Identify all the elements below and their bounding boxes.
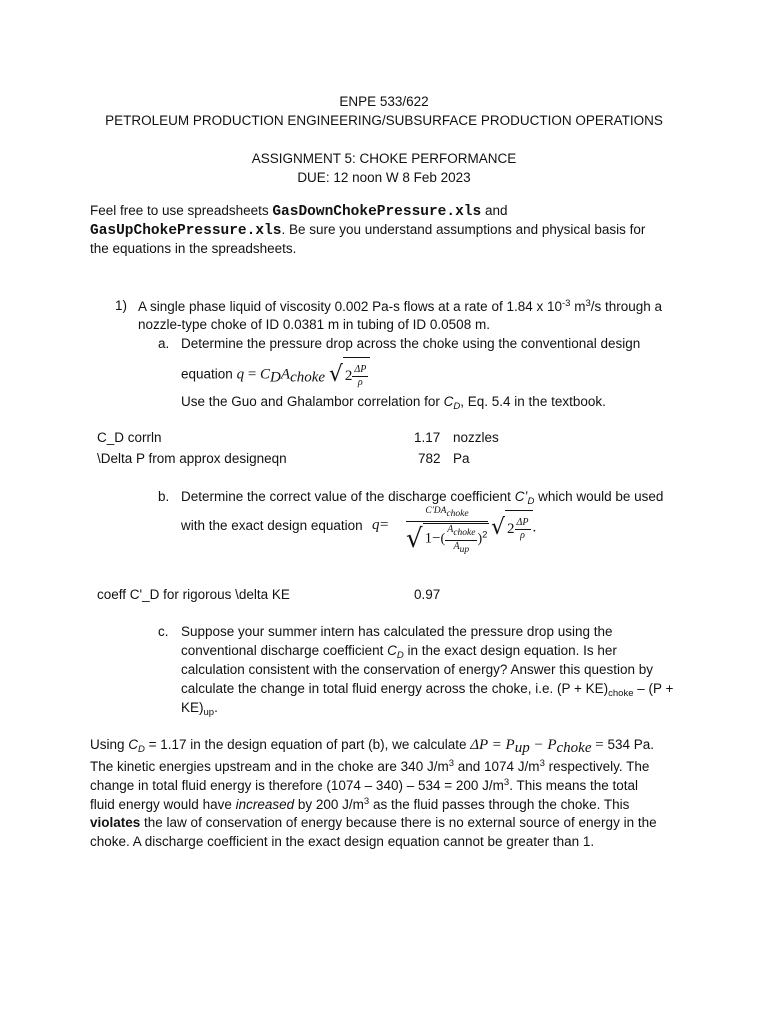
equation-symbol: = bbox=[380, 517, 389, 533]
part-text: C bbox=[443, 394, 454, 409]
answer-line-2 bbox=[90, 758, 649, 774]
equation-fraction bbox=[352, 365, 368, 388]
part-c-line-4 bbox=[181, 681, 673, 699]
intro-text: and bbox=[481, 203, 508, 218]
result-value: 0.97 bbox=[414, 587, 441, 602]
paren-open: ( bbox=[440, 531, 446, 547]
equation-symbol: A bbox=[453, 540, 460, 552]
part-a-line-1: Determine the pressure drop across the choke using the conventional design bbox=[181, 336, 641, 351]
equation-symbol: = bbox=[591, 737, 604, 753]
equation-subscript: choke bbox=[446, 509, 469, 519]
equation-fraction bbox=[515, 518, 531, 541]
answer-text: change in total fluid energy is therefore (1074 – 340) – 534 = 200 J/m bbox=[90, 778, 504, 793]
part-text: Use the Guo and Ghalambor correlation for bbox=[181, 394, 444, 409]
answer-text: fluid energy would have bbox=[90, 797, 236, 812]
area-ratio bbox=[445, 525, 477, 555]
subscript: choke bbox=[608, 688, 634, 699]
equation-symbol: C bbox=[260, 366, 271, 383]
sqrt-symbol: √ bbox=[328, 362, 343, 387]
part-text: conventional discharge coefficient bbox=[181, 643, 388, 658]
sqrt-term bbox=[491, 510, 536, 544]
answer-line-6: choke. A discharge coefficient in the exact design equation cannot be greater than 1. bbox=[90, 834, 595, 849]
answer-text: The kinetic energies upstream and in the choke are 340 J/m bbox=[90, 759, 449, 774]
fraction-numerator bbox=[406, 506, 488, 522]
equation-symbol: = bbox=[244, 366, 261, 383]
spreadsheet-filename: GasUpChokePressure.xls bbox=[90, 223, 282, 239]
question-number: 1) bbox=[115, 298, 128, 313]
equation-text: with the exact design equation bbox=[181, 518, 363, 533]
fraction-denominator: ρ bbox=[520, 529, 525, 541]
subscript: D bbox=[138, 744, 145, 755]
part-a-equation bbox=[181, 357, 370, 391]
answer-text: C bbox=[128, 737, 139, 752]
question-text: m bbox=[570, 299, 586, 314]
fraction-numerator: ΔP bbox=[354, 363, 367, 375]
answer-text: respectively. The bbox=[544, 759, 650, 774]
fraction-denominator: ρ bbox=[357, 376, 363, 388]
subscript: up bbox=[203, 707, 215, 718]
equation-symbol: − P bbox=[529, 737, 557, 753]
part-text: C’ bbox=[514, 489, 528, 504]
equation-symbol: . bbox=[532, 519, 537, 536]
emphasis-text: increased bbox=[235, 797, 295, 812]
equation-subscript: up bbox=[459, 544, 470, 555]
ratio-numerator bbox=[445, 525, 477, 541]
answer-text: Using bbox=[90, 737, 129, 752]
due-date: DUE: 12 noon W 8 Feb 2023 bbox=[297, 170, 471, 185]
part-c-label: c. bbox=[158, 624, 169, 639]
result-label: coeff C'_D for rigorous \delta KE bbox=[97, 587, 290, 602]
sqrt-body bbox=[343, 357, 370, 393]
ratio-denominator bbox=[445, 541, 477, 556]
intro-line-3: the equations in the spreadsheets. bbox=[90, 241, 297, 256]
equation-symbol: 2 bbox=[344, 368, 353, 384]
answer-text: . This means the total bbox=[509, 778, 639, 793]
answer-line-3 bbox=[90, 777, 638, 793]
answer-text: = 1.17 in the design equation of part (b), we calculate bbox=[144, 737, 471, 752]
answer-line-1 bbox=[90, 737, 654, 757]
part-text: – (P + bbox=[633, 681, 674, 696]
intro-line-2 bbox=[90, 222, 645, 239]
equation-symbol: ΔP = P bbox=[470, 737, 515, 753]
part-text: calculate the change in total fluid energy across the choke, i.e. (P + KE) bbox=[181, 681, 609, 696]
equation-symbol: q bbox=[236, 366, 245, 383]
result-unit: nozzles bbox=[453, 430, 499, 445]
answer-line-5 bbox=[90, 815, 657, 830]
part-b-line-1 bbox=[181, 489, 663, 507]
answer-line-4 bbox=[90, 796, 629, 812]
part-text: C bbox=[387, 643, 397, 658]
spreadsheet-filename: GasDownChokePressure.xls bbox=[272, 204, 482, 220]
course-title: PETROLEUM PRODUCTION ENGINEERING/SUBSURFACE PRODUCTION OPERATIONS bbox=[105, 113, 663, 128]
part-c-line-2 bbox=[181, 643, 617, 661]
exponent: 3 bbox=[448, 758, 454, 769]
part-c-line-3: calculation consistent with the conservation of energy? Answer this question by bbox=[181, 662, 654, 677]
result-unit: Pa bbox=[453, 451, 470, 466]
equation-symbol: 2 bbox=[507, 521, 515, 537]
equation-subscript: choke bbox=[290, 369, 326, 386]
question-1-line-2: nozzle-type choke of ID 0.0381 m in tubing of ID 0.0508 m. bbox=[138, 317, 490, 332]
exponent: 3 bbox=[585, 298, 591, 309]
sqrt-body bbox=[505, 510, 532, 546]
answer-text: and 1074 J/m bbox=[454, 759, 540, 774]
part-text: Determine the correct value of the discharge coefficient bbox=[181, 489, 515, 504]
equation-subscript: up bbox=[514, 740, 530, 756]
equation-symbol: C′DA bbox=[425, 506, 447, 516]
equation-symbol: A bbox=[280, 366, 291, 383]
sqrt-symbol: √ bbox=[406, 524, 423, 554]
bold-text: violates bbox=[90, 815, 141, 830]
answer-text: by 200 J/m bbox=[294, 797, 364, 812]
equation-text: equation bbox=[181, 366, 237, 382]
part-c-line-1: Suppose your summer intern has calculated the pressure drop using the bbox=[181, 624, 613, 639]
question-text: A single phase liquid of viscosity 0.002 Pa-s flows at a rate of 1.84 x 10 bbox=[138, 299, 562, 314]
result-value: 1.17 bbox=[414, 430, 441, 445]
part-text: KE) bbox=[181, 700, 204, 715]
equation-subscript: choke bbox=[453, 528, 476, 538]
exponent: 3 bbox=[363, 796, 370, 807]
result-label: \Delta P from approx designeqn bbox=[97, 451, 287, 466]
question-1-line-1 bbox=[138, 298, 662, 314]
exponent: 3 bbox=[503, 777, 510, 788]
part-text: . bbox=[214, 700, 218, 715]
exponent: 3 bbox=[539, 758, 545, 769]
intro-line-1 bbox=[90, 203, 507, 220]
subscript: D bbox=[527, 496, 535, 507]
course-code: ENPE 533/622 bbox=[339, 94, 429, 109]
result-value: 782 bbox=[418, 451, 441, 466]
subscript: D bbox=[453, 401, 461, 412]
equation-subscript: choke bbox=[556, 740, 592, 756]
assignment-title: ASSIGNMENT 5: CHOKE PERFORMANCE bbox=[251, 151, 517, 166]
part-c-line-5 bbox=[181, 700, 218, 718]
exponent: -3 bbox=[562, 298, 571, 309]
paren-close: ) bbox=[477, 531, 483, 547]
sqrt-symbol: √ bbox=[491, 515, 506, 540]
intro-text: Feel free to use spreadsheets bbox=[90, 203, 273, 218]
exponent: 2 bbox=[482, 529, 488, 541]
subscript: D bbox=[396, 650, 404, 661]
intro-text: . Be sure you understand assumptions and physical basis for bbox=[281, 222, 646, 237]
equation-big-fraction bbox=[406, 506, 488, 555]
part-a-line-3 bbox=[181, 394, 606, 412]
part-text: in the exact design equation. Is her bbox=[403, 643, 617, 658]
answer-text: 534 Pa. bbox=[603, 737, 655, 752]
equation-subscript: D bbox=[270, 369, 281, 386]
sqrt-body bbox=[423, 523, 490, 555]
part-b-label: b. bbox=[158, 489, 170, 504]
fraction-numerator: ΔP bbox=[516, 516, 529, 528]
fraction-denominator bbox=[406, 523, 488, 555]
equation-symbol: A bbox=[447, 524, 454, 535]
part-text: , Eq. 5.4 in the textbook. bbox=[460, 394, 606, 409]
question-text: /s through a bbox=[590, 299, 663, 314]
answer-text: as the fluid passes through the choke. This bbox=[369, 797, 630, 812]
part-text: which would be used bbox=[534, 489, 664, 504]
part-a-label: a. bbox=[158, 336, 170, 351]
answer-text: the law of conservation of energy because there is no external source of energy in the bbox=[140, 815, 657, 830]
equation-symbol: q bbox=[372, 517, 380, 533]
result-label: C_D corrln bbox=[97, 430, 162, 445]
equation-symbol: 1− bbox=[424, 530, 441, 547]
